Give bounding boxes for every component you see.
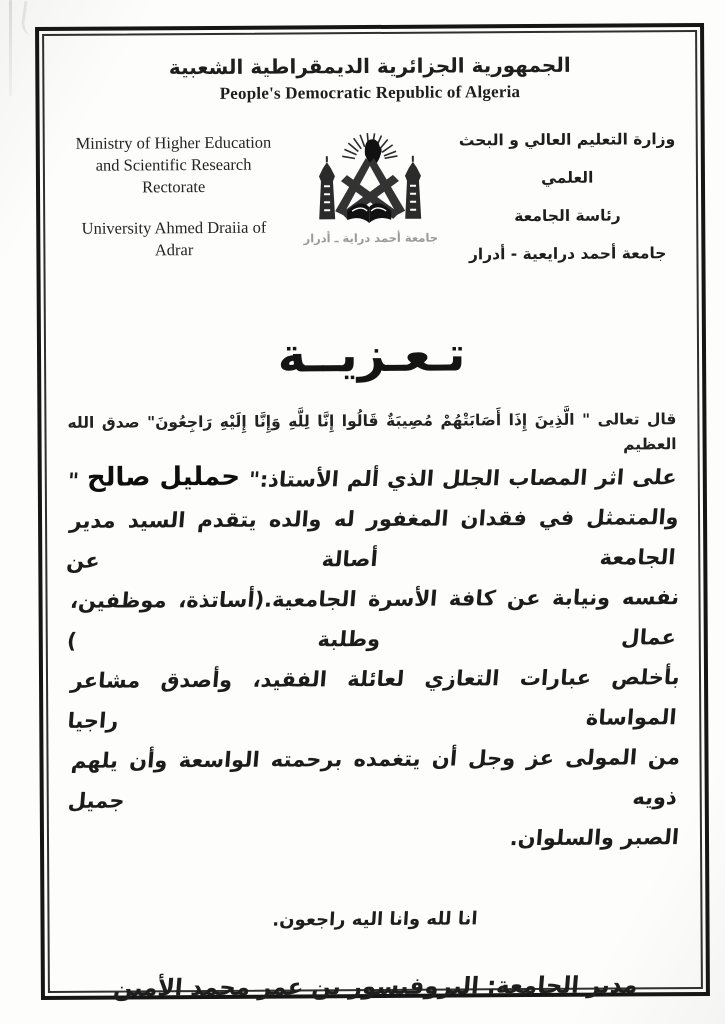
university-name-arabic: جامعة أحمد درايعية - أدرار <box>468 244 667 264</box>
ministry-arabic-line-1: وزارة التعليم العالي و البحث العلمي <box>458 130 676 187</box>
scan-artifact-left-edge <box>9 0 12 96</box>
signature-line: مدير الجامعة: البروفيسور بن عمر محمد الأمين <box>112 972 639 1003</box>
republic-title-arabic: الجمهورية الجزائرية الديمقراطية الشعبية <box>168 52 571 80</box>
header <box>62 52 677 105</box>
afflicted-line-suffix: " <box>66 469 80 494</box>
ministry-english-line-1: Ministry of Higher Education <box>75 132 272 153</box>
quran-verse-line: قال تعالى " الَّذِينَ إِذَا أَصَابَتْهُمْ مُصِيبَةٌ قَالُوا إِنَّا لِلَّهِ وَإِنَّا إِلَيْهِ رَاجِعُونَ" صدق الله العظيم <box>67 410 677 454</box>
condolence-body <box>65 407 682 861</box>
deceased-name: حمليل صالح <box>87 462 241 494</box>
university-name-english: University Ahmed Draiia of Adrar <box>81 217 267 260</box>
ministry-english-line-2: and Scientific Research <box>95 154 252 175</box>
university-emblem-icon <box>305 119 436 232</box>
body-line-4: من المولى عز وجل أن يتغمده برحمته الواسعة وأن يلهم ذويه جميل <box>67 745 682 814</box>
condolence-title: تـعـزيــة <box>277 326 466 384</box>
afflicted-line-prefix: على اثر المصاب الجلل الذي ألم الأستاذ:" <box>247 465 678 493</box>
ministry-english-line-3: Rectorate <box>142 176 206 196</box>
republic-title-english: People's Democratic Republic of Algeria <box>219 82 521 103</box>
body-line-5: الصبر والسلوان. <box>508 825 680 851</box>
border-frame <box>35 23 710 1003</box>
border-frame-inner <box>42 30 703 1003</box>
open-book-icon <box>348 203 392 223</box>
ministry-arabic-line-2: رئاسة الجامعة <box>514 206 621 226</box>
body-line-3: بأخلص عبارات التعازي لعائلة الفقيد، وأصدق مشاعر المواساة راجيا <box>66 665 681 734</box>
university-logo <box>284 118 457 245</box>
ministry-block-english <box>63 120 285 262</box>
body-line-2: نفسه ونيابة عن كافة الأسرة الجامعية.(أساتذة، موظفين، عمال وطلبة ) <box>66 585 681 654</box>
body-line-1: والمتمثل في فقدان المغفور له والده يتقدم السيد مدير الجامعة أصالة عن <box>65 505 680 574</box>
logo-banner-text: جامعة أحمد دراية ـ أدرار <box>303 230 439 246</box>
ministry-block-arabic <box>456 117 678 274</box>
letterhead <box>63 117 679 277</box>
afflicted-professor-line <box>66 457 678 502</box>
istirja-closing-line: انا لله وانا اليه راجعون. <box>271 908 479 932</box>
